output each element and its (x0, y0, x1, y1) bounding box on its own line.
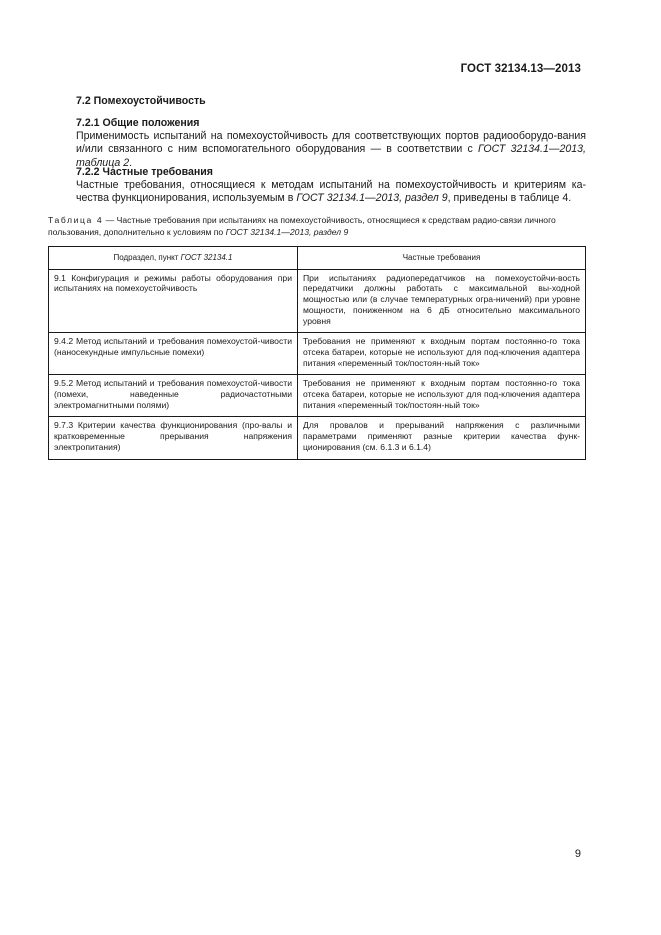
requirements-table (48, 246, 586, 460)
paragraph-general-end: . (129, 156, 133, 169)
reference-section-9: ГОСТ 32134.1—2013, раздел 9 (296, 192, 448, 205)
paragraph-general-text: Применимость испытаний на помехоустойчивость для соответствующих портов радиооборудо-вания и/или связанного с ним вспомогательного оборудования — в соответствии с (76, 130, 586, 156)
table-row (49, 417, 586, 459)
paragraph-specific (76, 179, 586, 206)
table-row (49, 269, 586, 333)
table-cell-requirement: Для провалов и прерываний напряжения с различными параметрами применяют разные критерии качества функ-ционирования (см. 6.1.3 и 6.1.4) (298, 417, 586, 459)
subsection-title-general-text: 7.2.1 Общие положения (76, 117, 200, 129)
document-code-header: ГОСТ 32134.13—2013 (460, 63, 581, 75)
table-caption-text: — Частные требования при испытаниях на помехоустойчивость, относящиеся к средствам радио-связи личного пользования, дополнительно к условиям по (48, 215, 556, 237)
table-header-section-text: Подраздел, пункт (113, 253, 181, 262)
page-number: 9 (574, 848, 581, 860)
paragraph-general (76, 130, 586, 170)
table-header-section (49, 247, 298, 270)
subsection-title-specific: 7.2.2 Частные требования (76, 166, 213, 178)
section-title: 7.2 Помехоустойчивость (76, 95, 206, 107)
table-cell-requirement: Требования не применяют к входным портам постоянно-го тока отсека батареи, которые не используют для под-ключения адаптера питания «переменный ток/постоян-ный ток» (298, 333, 586, 375)
table-caption-label: Таблица 4 (48, 215, 104, 225)
table-header-section-ref: ГОСТ 32134.1 (180, 253, 233, 262)
table-cell-section: 9.4.2 Метод испытаний и требования помехоустой-чивости (наносекундные импульсные помехи) (49, 333, 298, 375)
paragraph-specific-text: Частные требования, относящиеся к методам испытаний на помехоустойчивость и критериям ка-чества функционирования, используемым в (76, 179, 586, 205)
table-caption-reference: ГОСТ 32134.1—2013, раздел 9 (225, 227, 349, 237)
table-cell-section: 9.7.3 Критерии качества функционирования (про-валы и кратковременные прерывания напряжения электропитания) (49, 417, 298, 459)
table-cell-section: 9.5.2 Метод испытаний и требования помехоустой-чивости (помехи, наведенные радиочастотными электромагнитными полями) (49, 375, 298, 417)
table-header-requirements: Частные требования (298, 247, 586, 270)
table-row (49, 333, 586, 375)
paragraph-specific-end: , приведены в таблице 4. (447, 192, 572, 205)
table-caption (48, 214, 586, 238)
table-cell-requirement: Требования не применяют к входным портам постоянно-го тока отсека батареи, которые не используют для под-ключения адаптера питания «переменный ток/постоян-ный ток» (298, 375, 586, 417)
subsection-title-general (76, 117, 199, 129)
table-cell-section: 9.1 Конфигурация и режимы работы оборудования при испытаниях на помехоустойчивость (49, 269, 298, 333)
table-header-row (49, 247, 586, 270)
table-row (49, 375, 586, 417)
reference-table-2: ГОСТ 32134.1—2013, таблица 2 (76, 143, 586, 169)
table-cell-requirement: При испытаниях радиопередатчиков на помехоустойчи-вость передатчики должны работать с максимальной вы-ходной мощностью или (в случае температурных огра-ничений) при уровне мощности, пониженном на 6 дБ относительно максимального уровня (298, 269, 586, 333)
